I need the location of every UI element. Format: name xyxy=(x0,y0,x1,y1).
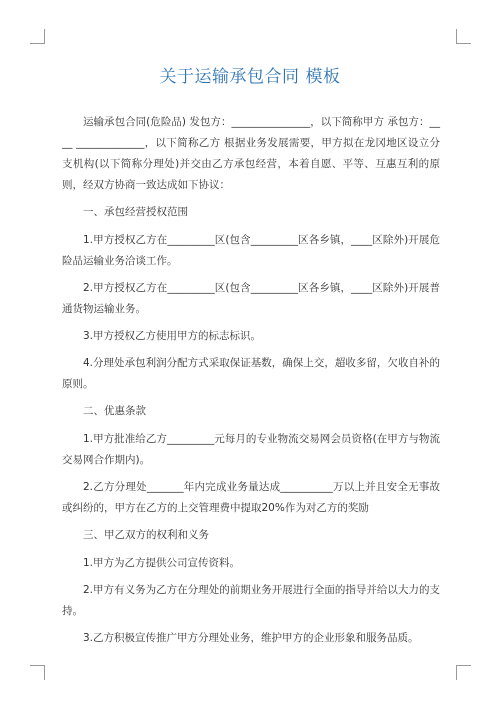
crop-mark-top-right xyxy=(456,29,471,44)
clause-paragraph: 2.甲方授权乙方在_________区(包含_________区各乡镇，____区除外)开展普通货物运输业务。 xyxy=(62,282,440,315)
intro-paragraph: 运输承包合同(危险品) 发包方：_______________，以下简称甲方 承包方：____ _____________，以下简称乙方 根据业务发展需要，甲方拟在龙冈地区设立分支机构(以下简称分理处)并交由乙方承包经营，本着自愿、平等、互惠互利的原则，经双方协商一致达成如下协议： xyxy=(62,116,440,191)
section-heading-rights: 三、甲乙双方的权利和义务 xyxy=(83,529,209,541)
section-heading-scope: 一、承包经营授权范围 xyxy=(83,206,188,218)
clause-paragraph: 1.甲方批准给乙方_________元每月的专业物流交易网会员资格(在甲方与物流交易网合作期内)。 xyxy=(62,433,440,466)
clause-paragraph: 2.甲方有义务为乙方在分理处的前期业务开展进行全面的指导并给以大力的支持。 xyxy=(62,584,440,617)
clause-paragraph: 3.甲方授权乙方使用甲方的标志标识。 xyxy=(83,330,262,342)
section-heading-incentives: 二、优惠条款 xyxy=(83,405,146,417)
crop-mark-top-left xyxy=(30,29,45,44)
crop-mark-bottom-right xyxy=(456,665,471,680)
clause-paragraph: 2.乙方分理处_______年内完成业务量达成__________万以上并且安全无事故或纠纷的，甲方在乙方的上交管理费中提取20%作为对乙方的奖励 xyxy=(62,481,440,514)
clause-paragraph: 1.甲方为乙方提供公司宣传资料。 xyxy=(83,557,241,569)
document-title: 关于运输承包合同 模板 xyxy=(159,67,341,87)
clause-paragraph: 3.乙方积极宣传推广甲方分理处业务，维护甲方的企业形象和服务品质。 xyxy=(83,632,419,644)
document-body xyxy=(62,112,440,655)
crop-mark-bottom-left xyxy=(30,665,45,680)
clause-paragraph: 1.甲方授权乙方在_________区(包含_________区各乡镇，____区除外)开展危险品运输业务洽谈工作。 xyxy=(62,234,440,267)
clause-paragraph: 4.分理处承包利润分配方式采取保证基数，确保上交，超收多留，欠收自补的原则。 xyxy=(62,357,440,390)
